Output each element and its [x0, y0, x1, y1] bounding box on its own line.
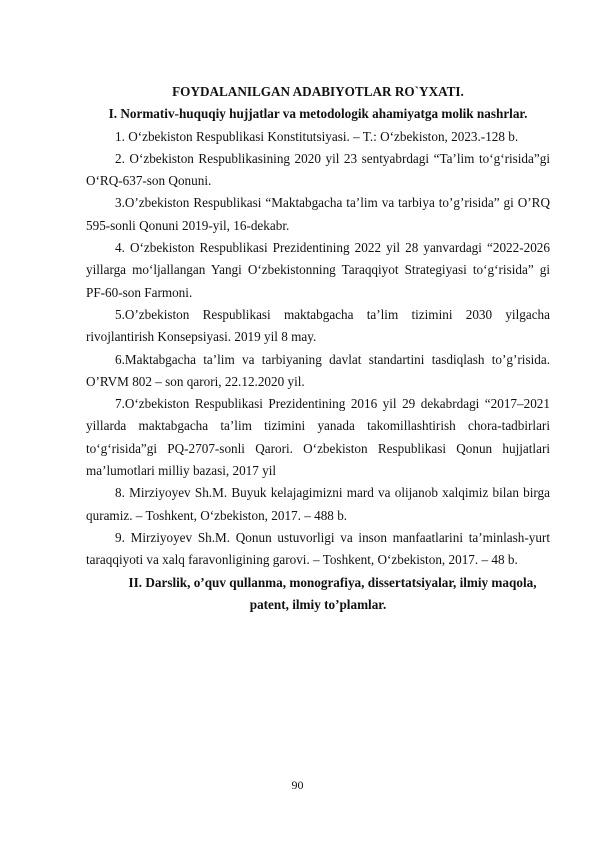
reference-item-7: 7.O‘zbekiston Respublikasi Prezidentining 2016 yil 29 dekabrdagi “2017–2021 yillarda maktabgacha ta’lim tizimini yanada takomillashtirish chora-tadbirlari to‘g‘risida”gi PQ-2707-sonli Qarori. O‘zbekiston Respublikasi Qonun hujjatlari ma’lumotlari milliy bazasi, 2017 yil	[86, 396, 550, 479]
section-2-title: II. Darslik, o’quv qullanma, monografiya, dissertatsiyalar, ilmiy maqola, patent, ilmiy to’plamlar.	[128, 574, 537, 612]
page-number: 90	[291, 778, 304, 792]
reference-item-5: 5.O’zbekiston Respublikasi maktabgacha ta’lim tizimini 2030 yilgacha rivojlantirish Konsepsiyasi. 2019 yil 8 may.	[86, 306, 550, 345]
reference-item-2: 2. O‘zbekiston Respublikasining 2020 yil 23 sentyabrdagi “Ta’lim to‘g‘risida”gi O‘RQ-637-son Qonuni.	[86, 150, 550, 189]
section-1-title: I. Normativ-huquqiy hujjatlar va metodologik ahamiyatga molik nashrlar.	[108, 106, 528, 122]
reference-item-1: 1. O‘zbekiston Respublikasi Konstitutsiyasi. – T.: O‘zbekiston, 2023.-128 b.	[115, 128, 519, 144]
references-heading: FOYDALANILGAN ADABIYOTLAR RO`YXATI.	[172, 84, 464, 99]
reference-item-6: 6.Maktabgacha ta’lim va tarbiyaning davlat standartini tasdiqlash to’g’risida. O’RVM 802 – son qarori, 22.12.2020 yil.	[86, 351, 550, 389]
reference-item-3: 3.O’zbekiston Respublikasi “Maktabgacha ta’lim va tarbiya to’g’risida” gi O’RQ 595-sonli Qonuni 2019-yil, 16-dekabr.	[86, 195, 550, 233]
page-content	[86, 81, 550, 616]
reference-item-9: 9. Mirziyoyev Sh.M. Qonun ustuvorligi va inson manfaatlarini ta’minlash-yurt taraqqiyoti va xalq faravonligining garovi. – Toshkent, O‘zbekiston, 2017. – 48 b.	[86, 529, 550, 568]
reference-item-8: 8. Mirziyoyev Sh.M. Buyuk kelajagimizni mard va olijanob xalqimiz bilan birga quramiz. – Toshkent, O‘zbekiston, 2017. – 488 b.	[86, 485, 550, 523]
reference-item-4: 4. O‘zbekiston Respublikasi Prezidentining 2022 yil 28 yanvardagi “2022-2026 yillarga mo‘ljallangan Yangi O‘zbekistonning Taraqqiyot Strategiyasi to‘g‘risida” gi PF-60-son Farmoni.	[86, 240, 550, 300]
